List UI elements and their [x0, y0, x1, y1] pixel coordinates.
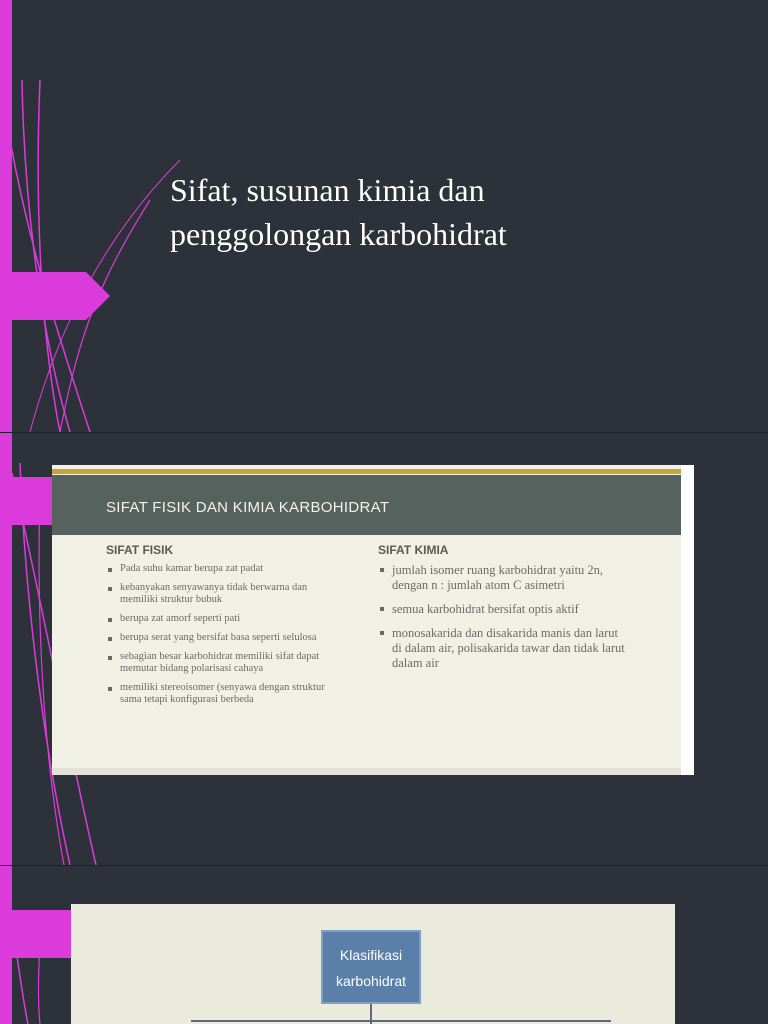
list-item: berupa zat amorf seperti pati — [106, 613, 346, 625]
sifat-fisik-label: SIFAT FISIK — [106, 543, 174, 557]
list-item: memiliki stereoisomer (senyawa dengan struktur sama tetapi konfigurasi berbeda — [106, 682, 346, 706]
connector-horizontal — [191, 1020, 611, 1022]
list-item: monosakarida dan disakarida manis dan larut di dalam air, polisakarida tawar dan tidak larut dalam air — [378, 626, 628, 671]
box-line-2: karbohidrat — [335, 973, 407, 989]
title-line-1: Sifat, susunan kimia dan — [170, 172, 485, 208]
list-item: Pada suhu kamar berupa zat padat — [106, 563, 346, 575]
list-item: sebagian besar karbohidrat memiliki sifat dapat memutar bidang polarisasi cahaya — [106, 651, 346, 675]
list-item: jumlah isomer ruang karbohidrat yaitu 2n, dengan n : jumlah atom C asimetri — [378, 563, 628, 593]
title-line-2: penggolongan karbohidrat — [170, 216, 507, 252]
sifat-fisik-list — [106, 563, 346, 706]
accent-bar — [0, 0, 12, 432]
slide-title — [0, 0, 768, 432]
klasifikasi-box — [321, 930, 421, 1004]
slide-classification — [0, 866, 768, 1024]
slide-properties — [0, 433, 768, 865]
slide-title-text — [170, 168, 690, 256]
column-sifat-kimia — [378, 543, 628, 680]
table-header — [52, 475, 681, 535]
properties-table-image — [52, 465, 694, 775]
classification-diagram — [71, 904, 675, 1024]
table-heading: SIFAT FISIK DAN KIMIA KARBOHIDRAT — [106, 499, 390, 516]
list-item: kebanyakan senyawanya tidak berwarna dan memiliki struktur bubuk — [106, 582, 346, 606]
box-line-1: Klasifikasi — [339, 947, 403, 963]
sifat-kimia-list — [378, 563, 628, 671]
gold-stripe — [52, 469, 681, 474]
list-item: berupa serat yang bersifat basa seperti selulosa — [106, 632, 346, 644]
column-sifat-fisik — [106, 543, 346, 713]
sifat-kimia-label: SIFAT KIMIA — [378, 543, 449, 557]
list-item: semua karbohidrat bersifat optis aktif — [378, 602, 628, 617]
